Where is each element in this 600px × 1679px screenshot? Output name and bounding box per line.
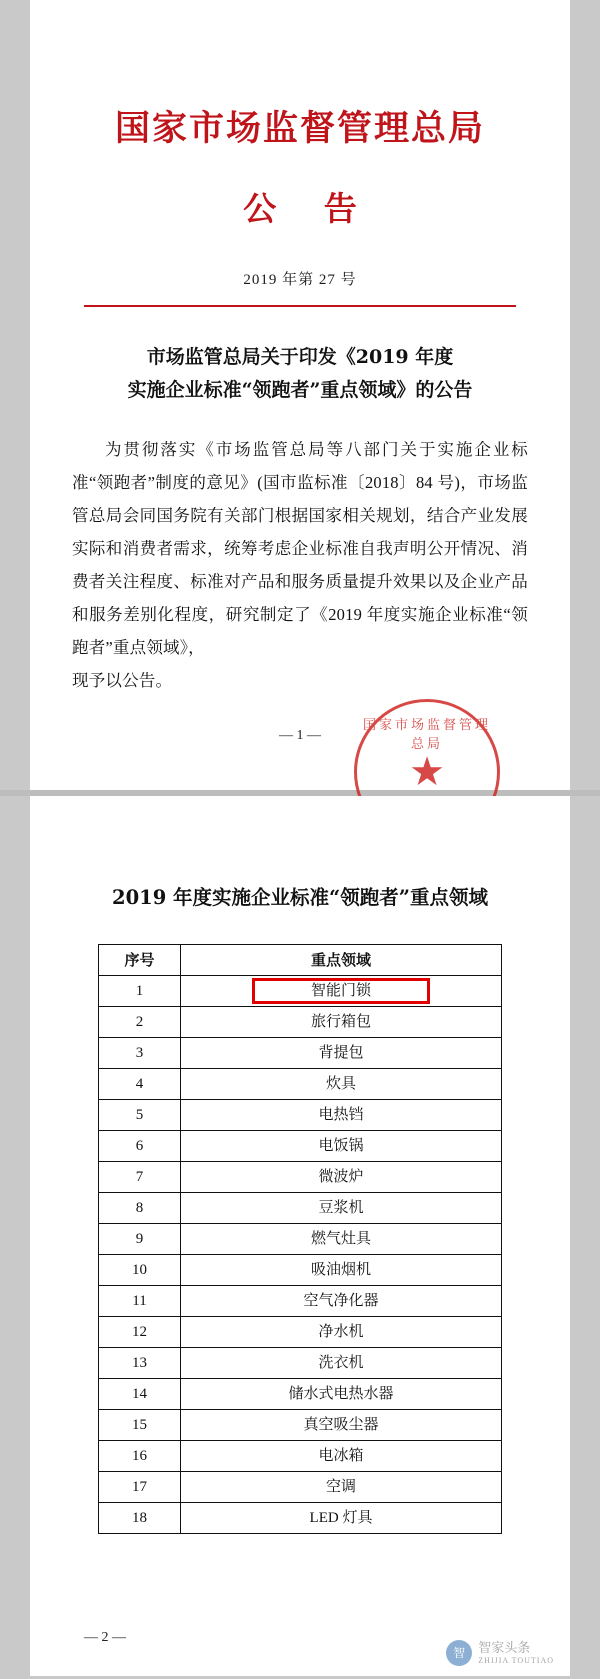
body-text (72, 433, 528, 697)
cell-index: 14 (99, 1379, 181, 1410)
key-fields-table (98, 944, 502, 1534)
table-row (99, 1255, 502, 1286)
table-row (99, 1348, 502, 1379)
table-row (99, 976, 502, 1007)
cell-field: 电热铛 (181, 1100, 502, 1131)
issuing-authority-title: 国家市场监督管理总局 (114, 108, 485, 149)
document-page-1 (30, 0, 570, 794)
cell-index: 17 (99, 1472, 181, 1503)
cell-index: 5 (99, 1100, 181, 1131)
cell-field: 空调 (181, 1472, 502, 1503)
issue-number: 2019 年第 27 号 (243, 271, 357, 288)
cell-index: 18 (99, 1503, 181, 1534)
table-row (99, 1162, 502, 1193)
table-row (99, 1131, 502, 1162)
cell-field: 旅行箱包 (181, 1007, 502, 1038)
star-icon: ★ (409, 749, 445, 794)
table-row (99, 1472, 502, 1503)
watermark-logo-icon: 智 (446, 1640, 472, 1666)
red-divider (84, 305, 516, 307)
cell-index: 8 (99, 1193, 181, 1224)
cell-field: 背提包 (181, 1038, 502, 1069)
cell-index: 1 (99, 976, 181, 1007)
table-row (99, 1193, 502, 1224)
seal-top-text: 国家市场监督管理总局 (362, 717, 491, 751)
table-row (99, 1503, 502, 1534)
table-title: 2019 年度实施企业标准“领跑者”重点领域 (112, 886, 488, 909)
cell-field: 豆浆机 (181, 1193, 502, 1224)
masthead (72, 0, 528, 230)
document-title-line-1: 市场监管总局关于印发《2019 年度 (146, 345, 454, 368)
cell-field: 洗衣机 (181, 1348, 502, 1379)
cell-field: 电饭锅 (181, 1131, 502, 1162)
cell-field: 净水机 (181, 1317, 502, 1348)
table-row (99, 1286, 502, 1317)
body-paragraph-2: 现予以公告。 (72, 671, 173, 690)
cell-field: 炊具 (181, 1069, 502, 1100)
cell-index: 10 (99, 1255, 181, 1286)
document-title (72, 341, 528, 408)
cell-index: 12 (99, 1317, 181, 1348)
cell-field-label: 智能门锁 (310, 983, 371, 999)
watermark-title: 智家头条 (478, 1639, 531, 1655)
table-row (99, 1410, 502, 1441)
table-row (99, 1441, 502, 1472)
table-header-row (99, 945, 502, 976)
cell-field: 微波炉 (181, 1162, 502, 1193)
table-body (99, 976, 502, 1534)
table-row (99, 1038, 502, 1069)
watermark (446, 1640, 554, 1666)
cell-field: 燃气灶具 (181, 1224, 502, 1255)
table-row (99, 1100, 502, 1131)
column-header-field: 重点领域 (181, 945, 502, 976)
table-row (99, 1007, 502, 1038)
column-header-index: 序号 (99, 945, 181, 976)
cell-field: LED 灯具 (181, 1503, 502, 1534)
cell-field (181, 976, 502, 1007)
cell-index: 6 (99, 1131, 181, 1162)
page-number-2: — 2 — (84, 1630, 126, 1645)
table-row (99, 1317, 502, 1348)
page-number-1: — 1 — (279, 728, 321, 743)
table-row (99, 1069, 502, 1100)
cell-field: 空气净化器 (181, 1286, 502, 1317)
watermark-text (478, 1641, 554, 1665)
announcement-label: 公 告 (243, 188, 375, 228)
cell-field: 真空吸尘器 (181, 1410, 502, 1441)
watermark-subtitle: ZHIJIA TOUTIAO (478, 1655, 554, 1665)
cell-index: 11 (99, 1286, 181, 1317)
table-row (99, 1379, 502, 1410)
cell-index: 9 (99, 1224, 181, 1255)
cell-field: 储水式电热水器 (181, 1379, 502, 1410)
cell-field: 电冰箱 (181, 1441, 502, 1472)
cell-index: 2 (99, 1007, 181, 1038)
cell-field: 吸油烟机 (181, 1255, 502, 1286)
cell-index: 4 (99, 1069, 181, 1100)
cell-index: 15 (99, 1410, 181, 1441)
cell-index: 3 (99, 1038, 181, 1069)
document-title-line-2: 实施企业标准“领跑者”重点领域》的公告 (127, 378, 473, 401)
cell-index: 13 (99, 1348, 181, 1379)
document-page-2 (30, 796, 570, 1676)
table-row (99, 1224, 502, 1255)
body-paragraph-1: 为贯彻落实《市场监管总局等八部门关于实施企业标准“领跑者”制度的意见》(国市监标准〔2018〕84 号)，市场监管总局会同国务院有关部门根据国家相关规划，结合产业发展实际和消费者需求，统筹考虑企业标准自我声明公开情况、消费者关注程度、标准对产品和服务质量提升效果以及企业产品和服务差别化程度，研究制定了《2019 年度实施企业标准“领跑者”重点领域》， (72, 440, 528, 657)
cell-index: 7 (99, 1162, 181, 1193)
cell-index: 16 (99, 1441, 181, 1472)
